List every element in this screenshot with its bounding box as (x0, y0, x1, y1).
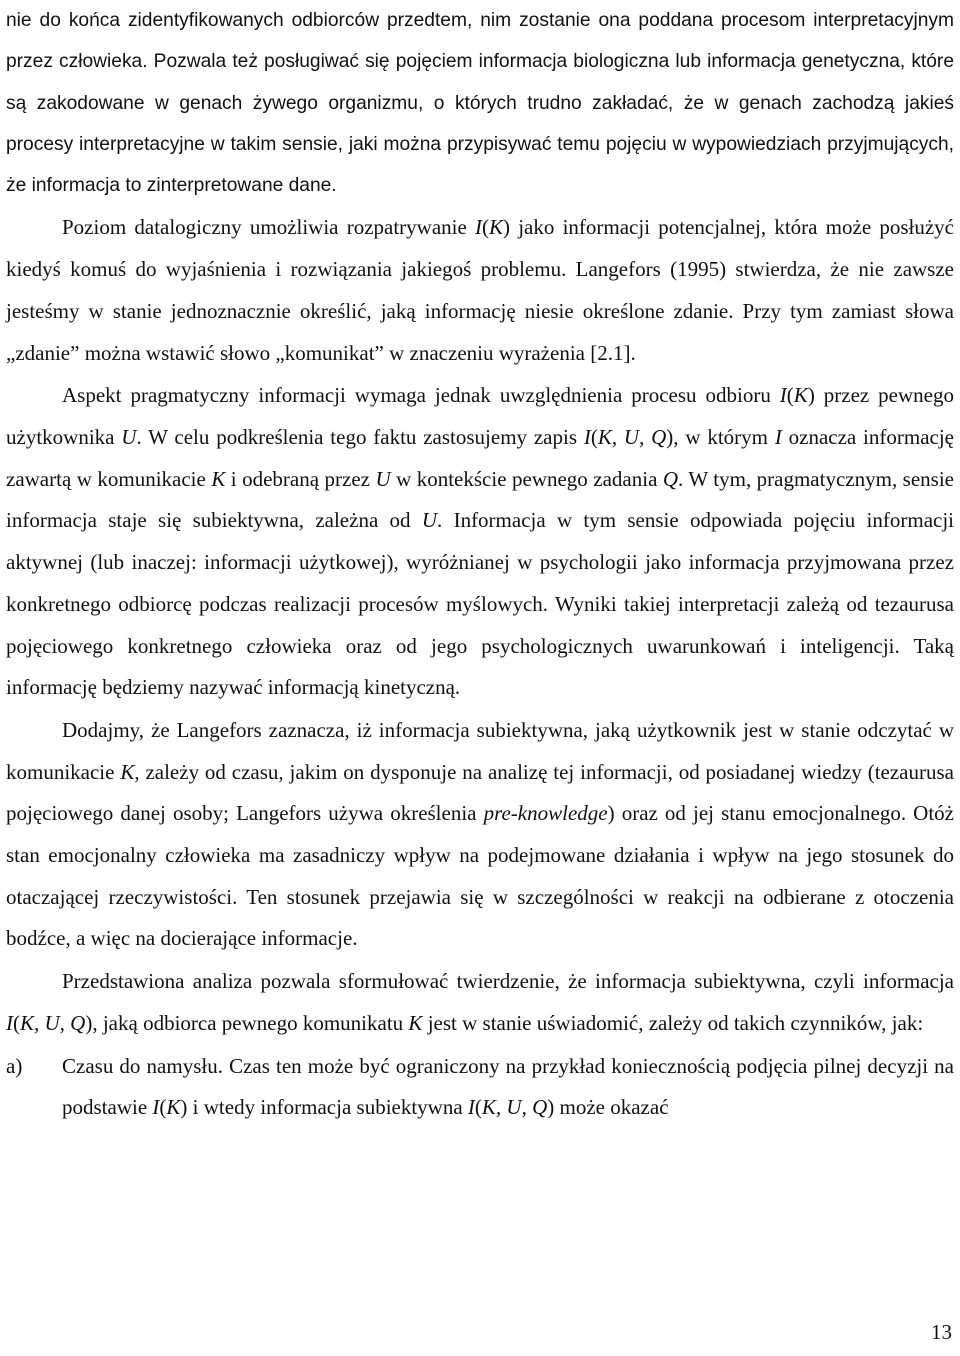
italic-symbol: K (793, 383, 808, 408)
text-run: Aspekt pragmatyczny informacji wymaga jednak uwzględnienia procesu odbioru (62, 383, 780, 408)
italic-symbol: U (121, 425, 137, 449)
text-run: oznacza informację zawartą w komunikacie (6, 425, 954, 491)
italic-symbol: K (489, 215, 504, 240)
italic-symbol: U (421, 508, 438, 533)
italic-symbol: pre-knowledge (483, 801, 608, 826)
text-run: ), w którym (666, 425, 775, 449)
document-page (6, 0, 954, 1129)
text-run: ) przez pewnego użytkownika (6, 383, 954, 449)
text-run: . W tym, pragmatycznym, sensie informacja staje się subiektywna, zależna od (6, 466, 954, 533)
body-text (6, 0, 954, 1129)
text-run: Dodajmy, że Langefors zaznacza, iż informacja subiektywna, jaką użytkownik jest w stanie odczytać w komunikacie (6, 717, 954, 784)
text-run: jest w stanie uświadomić, zależy od takich czynników, jak: (422, 1010, 924, 1035)
text-run: ) oraz od jej stanu emocjonalnego. Otóż stan emocjonalny człowieka ma zasadniczy wpływ na podejmowane działania i wpływ na jego stosunek do otaczającej rzeczywistości. Ten stosunek przejawia się w szczególności w reakcji na odbierane z otoczenia bodźce, a więc na docierające informacje. (6, 801, 954, 951)
text-run: nie do końca zidentyfikowanych odbiorców przedtem, nim zostanie ona poddana procesom interpretacyjnym przez człowieka. Pozwala też posługiwać się pojęciem informacja biologiczna lub informacja genetyczna, które są zakodowane w genach żywego organizmu, o których trudno zakładać, że w genach zachodzą jakieś procesy interpretacyjne w takim sensie, jaki można przypisywać temu pojęciu w wypowiedziach przyjmujących, że informacja to zinterpretowane dane. (6, 10, 954, 197)
paragraph (6, 375, 954, 709)
italic-symbol: I (774, 425, 782, 449)
paragraph (6, 710, 954, 960)
italic-symbol: K, U, Q (597, 425, 667, 449)
text-run: . Informacja w tym sensie odpowiada pojęciu informacji aktywnej (lub inaczej: informacji użytkowej), wyróżnianej w psychologii jako informacja przyjmowana przez konkretnego odbiorcę podczas realizacji procesów myślowych. Wyniki takiej interpretacji zależą od tezaurusa pojęciowego konkretnego człowieka oraz od jego psychologicznych uwarunkowań i inteligencji. Taką informację będziemy nazywać informacją kinetyczną. (6, 508, 955, 700)
text-run: ( (159, 1095, 167, 1120)
italic-symbol: K, U, Q (20, 1010, 86, 1035)
text-run: ) jako informacji potencjalnej, która może posłużyć kiedyś komuś do wyjaśnienia i rozwiązania jakiegoś problemu. Langefors (1995) stwierdza, że nie zawsze jesteśmy w stanie jednoznacznie określić, jaką informację niesie określone zdanie. Przy tym zamiast słowa „zdanie” można wstawić słowo „komunikat” w znaczeniu wyrażenia [2.1]. (6, 215, 954, 365)
italic-symbol: I (6, 1010, 13, 1035)
paragraph (6, 961, 954, 1044)
italic-symbol: I (583, 425, 591, 449)
text-run: Czasu do namysłu. Czas ten może być ograniczony na przykład koniecznością podjęcia pilnej decyzji na podstawie (62, 1053, 954, 1120)
italic-symbol: K (211, 466, 226, 491)
text-run: . W celu podkreślenia tego faktu zastosujemy zapis (136, 425, 584, 449)
paragraph (6, 0, 954, 206)
list-marker: a) (6, 1053, 23, 1078)
text-run: ( (13, 1010, 20, 1035)
text-run: ) i wtedy informacja subiektywna (180, 1095, 468, 1120)
italic-symbol: I (779, 383, 787, 408)
text-run: ( (786, 383, 794, 408)
text-run: ( (474, 1095, 482, 1120)
text-run: ) może okazać (547, 1095, 669, 1120)
text-run: w kontekście pewnego zadania (390, 466, 663, 491)
italic-symbol: Q (662, 466, 679, 491)
text-run: ( (590, 425, 598, 449)
paragraph (6, 207, 954, 374)
list-item-text (62, 1054, 954, 1120)
page-number: 13 (931, 1320, 952, 1344)
italic-symbol: I (467, 1095, 475, 1120)
italic-symbol: U (375, 466, 391, 491)
text-run: i odebraną przez (225, 466, 376, 491)
italic-symbol: K (408, 1010, 423, 1035)
text-run: Przedstawiona analiza pozwala sformułować twierdzenie, że informacja subiektywna, czyli informacja (62, 969, 954, 994)
text-run: ( (482, 215, 490, 240)
text-run: ), jaką odbiorca pewnego komunikatu (85, 1010, 409, 1035)
italic-symbol: K (120, 759, 135, 784)
list-item (6, 1046, 954, 1129)
italic-symbol: K (166, 1095, 181, 1120)
italic-symbol: I (152, 1095, 160, 1120)
text-run: , zależy od czasu, jakim on dysponuje na analizę tej informacji, od posiadanej wiedzy (tezaurusa pojęciowego danej osoby; Langefors używa określenia (6, 759, 954, 826)
italic-symbol: I (475, 215, 483, 240)
text-run: Poziom datalogiczny umożliwia rozpatrywanie (62, 215, 476, 240)
italic-symbol: K, U, Q (481, 1095, 548, 1120)
